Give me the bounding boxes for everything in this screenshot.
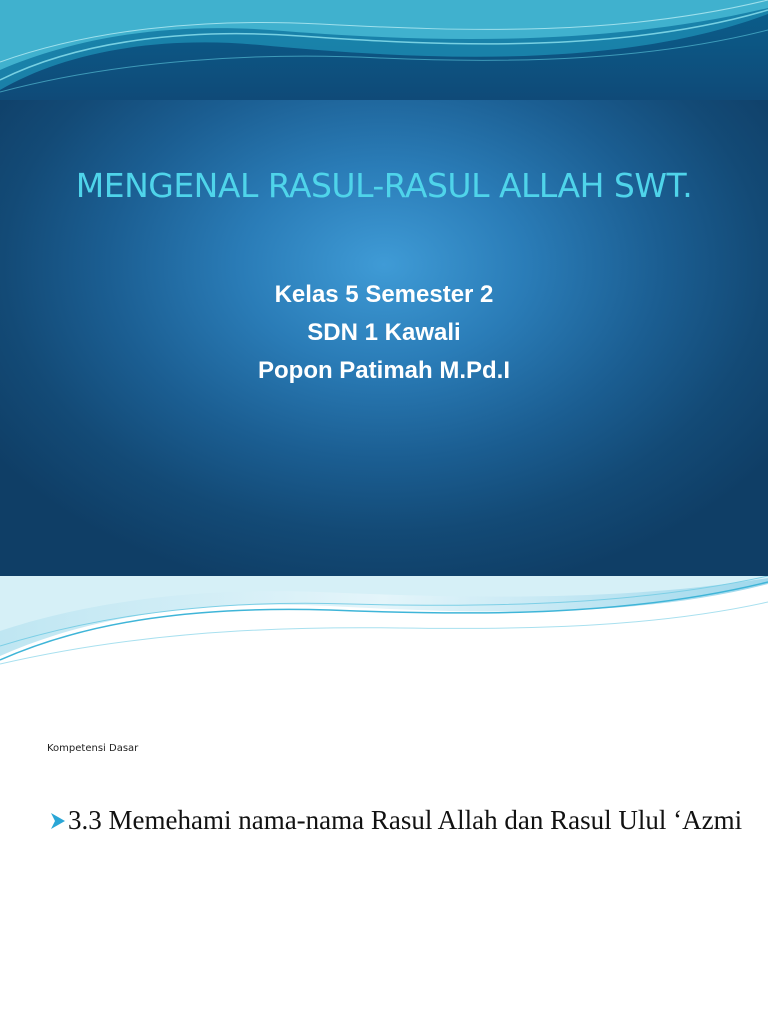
subtitle-line-school: SDN 1 Kawali: [307, 319, 461, 346]
content-slide: [0, 576, 768, 1024]
slide-title: MENGENAL RASUL-RASUL ALLAH SWT.: [75, 166, 693, 205]
arrow-bullet-icon: [50, 812, 66, 830]
wave-decoration: [0, 576, 768, 666]
section-heading: Kompetensi Dasar: [47, 743, 139, 754]
subtitle-line-class: Kelas 5 Semester 2: [274, 281, 494, 308]
wave-decoration: [0, 0, 768, 100]
slide-subtitle: [0, 276, 768, 390]
list-item: [50, 804, 750, 837]
subtitle-line-author: Popon Patimah M.Pd.I: [257, 357, 510, 384]
list-item-text: 3.3 Memehami nama-nama Rasul Allah dan Rasul Ulul ‘Azmi: [68, 805, 743, 835]
